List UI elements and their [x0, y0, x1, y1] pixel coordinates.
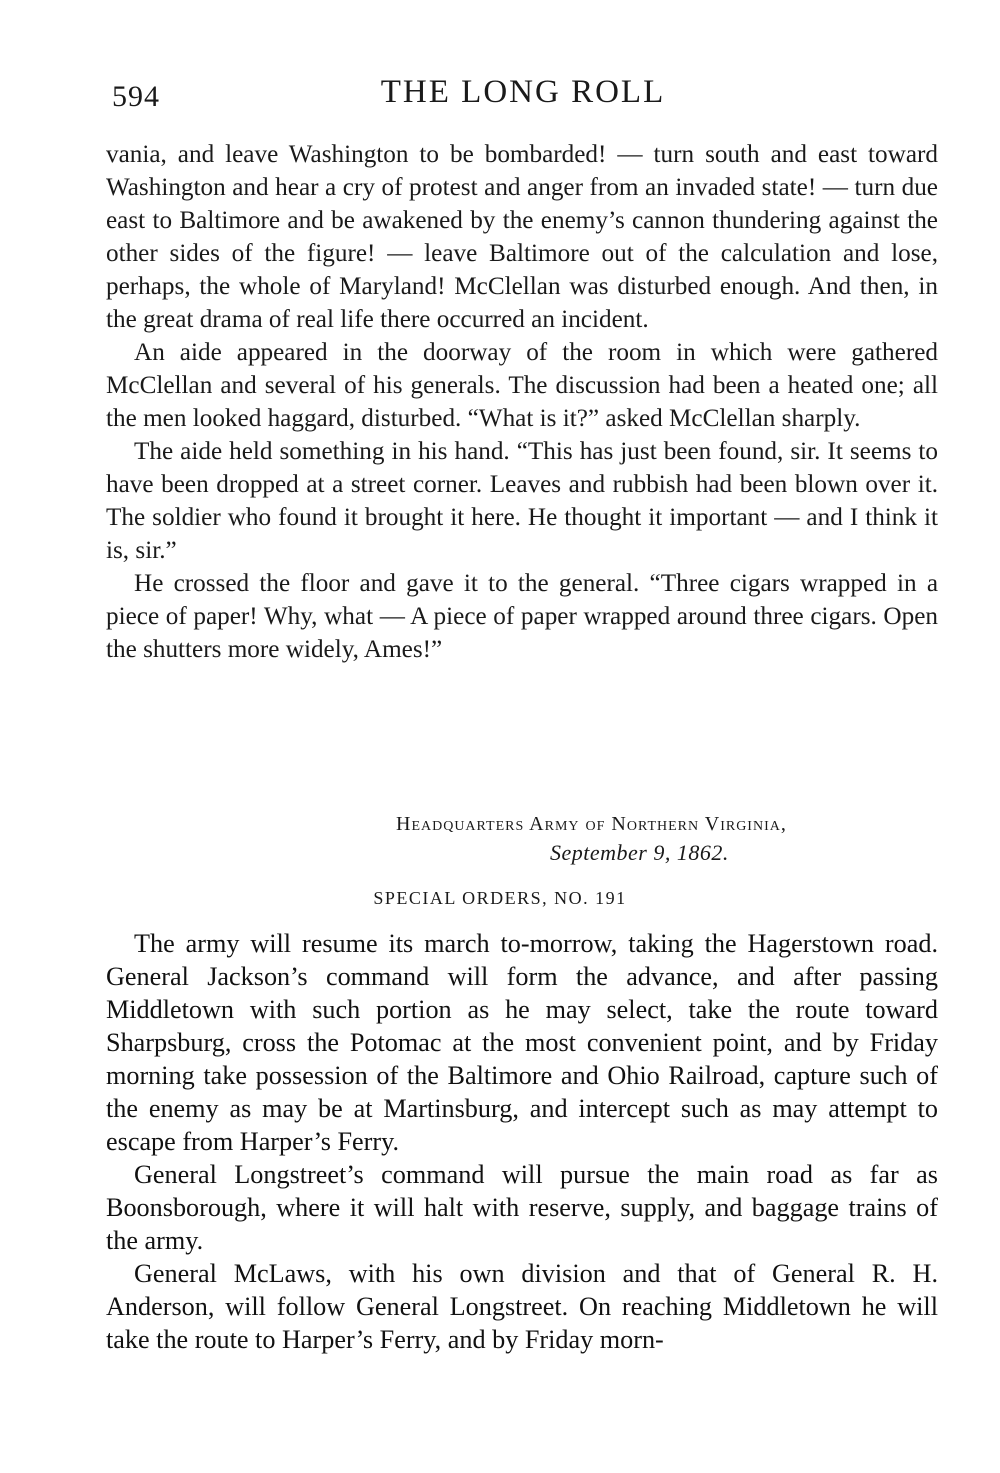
paragraph: The aide held something in his hand. “This has just been found, sir. It seems to have been dropped at a street corner. Leaves and rubbish had been blown over it. The soldier who found it brought it here. He thought it important — and I think it is, sir.” — [106, 438, 938, 564]
page-number: 594 — [112, 80, 160, 113]
paragraph: An aide appeared in the doorway of the room in which were gathered McClellan and several of his generals. The discussion had been a heated one; all the men looked haggard, disturbed. “What is it?” asked McClellan sharply. — [106, 339, 938, 432]
running-head — [106, 70, 940, 114]
paragraph: He crossed the floor and gave it to the general. “Three cigars wrapped in a piece of paper! Why, what — A piece of paper wrapped around three cigars. Open the shutters more widely, Ames!” — [106, 570, 938, 663]
order-title: SPECIAL ORDERS, NO. 191 — [373, 888, 627, 908]
running-title: THE LONG ROLL — [380, 74, 666, 110]
order-text — [106, 927, 938, 1356]
order-date: September 9, 1862. — [550, 840, 729, 865]
paragraph: The army will resume its march to-morrow, taking the Hagerstown road. General Jackson’s command will form the advance, and after passing Middletown with such portion as he may select, take the route toward Sharpsburg, cross the Potomac at the most convenient point, and by Friday morning take possession of the Baltimore and Ohio Railroad, capture such of the enemy as may be at Martinsburg, and intercept such as may attempt to escape from Harper’s Ferry. — [106, 929, 938, 1156]
paragraph: General Longstreet’s command will pursue the main road as far as Boonsborough, where it will halt with reserve, supply, and baggage trains of the army. — [106, 1160, 938, 1255]
order-heading: Headquarters Army of Northern Virginia, — [396, 813, 787, 835]
paragraph: vania, and leave Washington to be bombarded! — turn south and east toward Washington and hear a cry of protest and anger from an invaded state! — turn due east to Baltimore and be awakened by the enemy’s cannon thundering against the other sides of the figure! — leave Baltimore out of the calculation and lose, perhaps, the whole of Maryland! McClellan was disturbed enough. And then, in the great drama of real life there occurred an incident. — [106, 141, 938, 333]
paragraph: General McLaws, with his own division and that of General R. H. Anderson, will follow General Longstreet. On reaching Middletown he will take the route to Harper’s Ferry, and by Friday morn- — [106, 1259, 938, 1354]
narrative-text — [106, 138, 938, 666]
